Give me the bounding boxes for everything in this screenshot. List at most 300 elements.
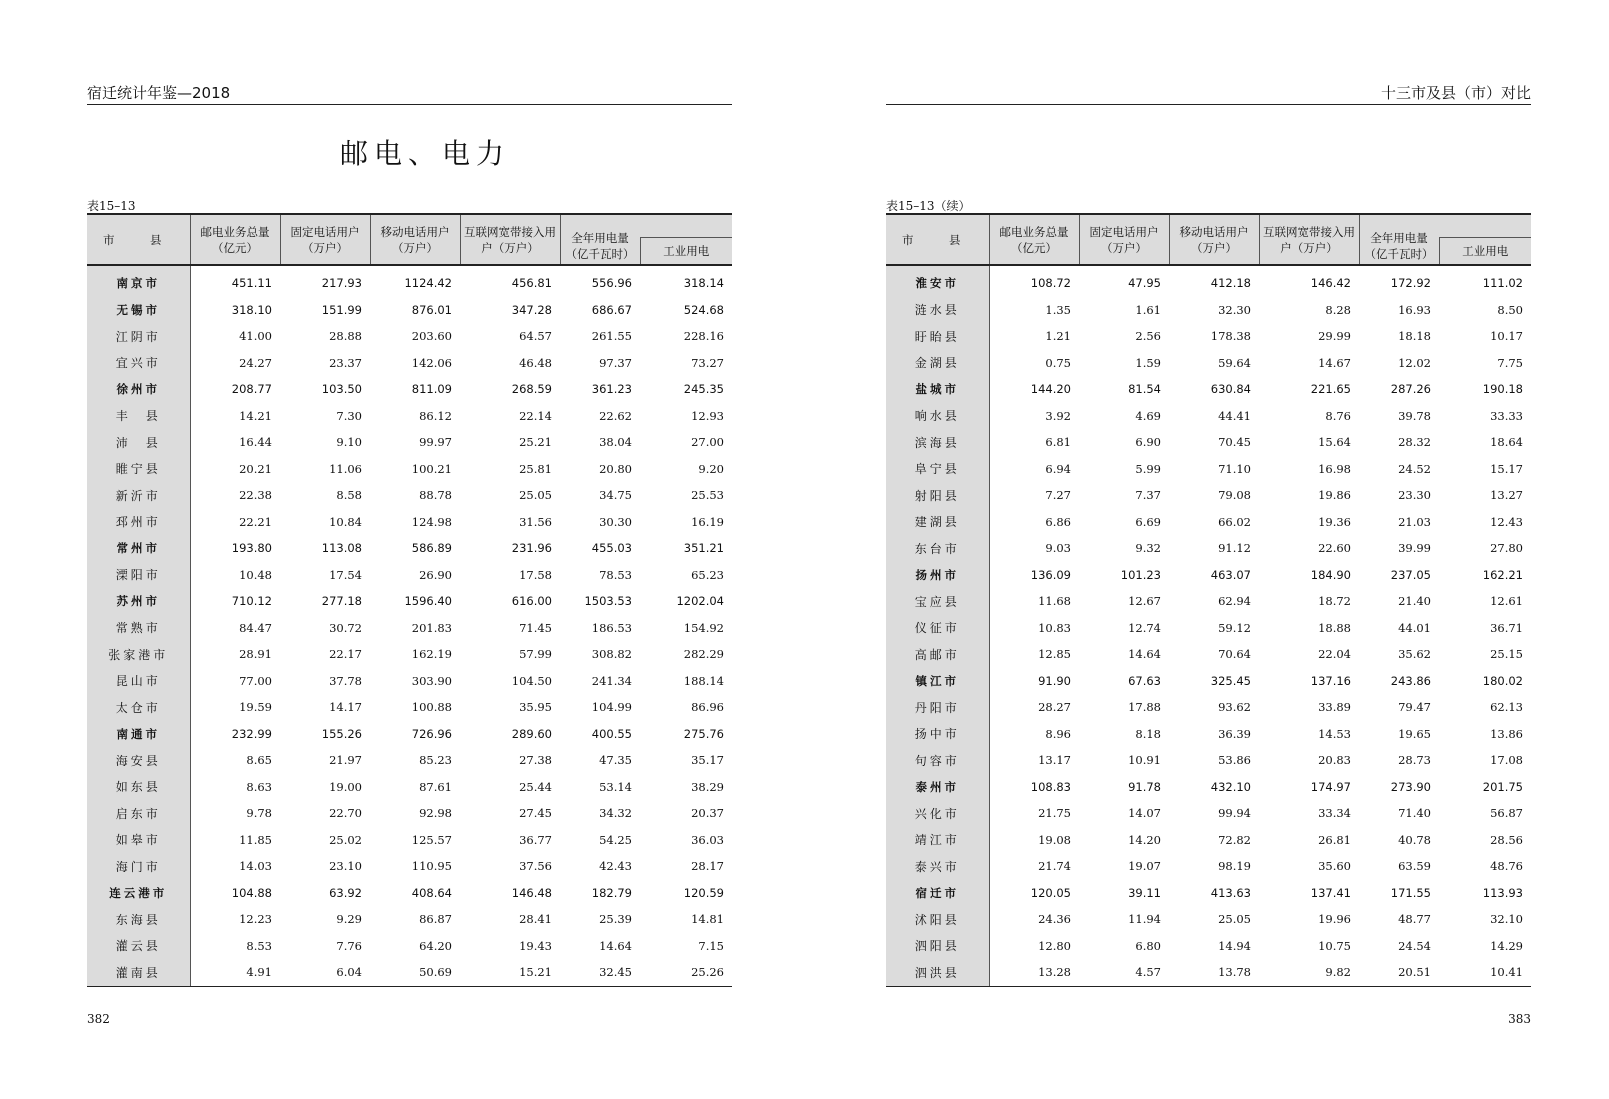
table-cell: 30.72: [329, 620, 362, 635]
table-cell: 108.83: [1030, 779, 1071, 794]
table-cell: 9.03: [1045, 541, 1071, 556]
table-cell: 1.35: [1045, 302, 1071, 317]
table-row: [87, 429, 732, 456]
table-cell: 186.53: [591, 620, 632, 635]
table-row: [886, 588, 1531, 615]
row-area-name: 新沂市: [87, 482, 190, 509]
table-cell: 65.23: [691, 567, 724, 582]
table-cell: 22.38: [239, 488, 272, 503]
table-cell: 39.78: [1398, 408, 1431, 423]
table-cell: 162.21: [1482, 567, 1523, 582]
table-cell: 19.00: [329, 779, 362, 794]
table-cell: 19.43: [519, 938, 552, 953]
table-cell: 44.01: [1398, 620, 1431, 635]
table-cell: 27.38: [519, 753, 552, 768]
table-row: [886, 297, 1531, 324]
table-cell: 162.19: [411, 647, 452, 662]
table-cell: 22.17: [329, 647, 362, 662]
table-cell: 6.69: [1135, 514, 1161, 529]
table-row: [886, 800, 1531, 827]
table-cell: 18.18: [1398, 329, 1431, 344]
table-row: [87, 403, 732, 430]
table-cell: 57.99: [519, 647, 552, 662]
table-cell: 201.83: [411, 620, 452, 635]
table-cell: 178.38: [1210, 329, 1251, 344]
table-cell: 64.57: [519, 329, 552, 344]
row-area-name: 阜宁县: [886, 456, 989, 483]
table-cell: 361.23: [591, 382, 632, 397]
table-cell: 15.21: [460, 959, 560, 986]
table-row: [87, 800, 732, 827]
table-cell: 30.30: [599, 514, 632, 529]
header-fixed-phone: 固定电话用户（万户）: [1079, 214, 1169, 265]
table-cell: 245.35: [683, 382, 724, 397]
table-cell: 9.29: [336, 912, 362, 927]
table-cell: 25.15: [1490, 647, 1523, 662]
table-cell: 108.72: [1030, 276, 1071, 291]
table-row: [886, 265, 1531, 297]
table-cell: 28.91: [239, 647, 272, 662]
table-cell: 14.03: [239, 859, 272, 874]
table-cell: 7.27: [1045, 488, 1071, 503]
table-cell: 7.37: [1135, 488, 1161, 503]
table-cell: 24.52: [1398, 461, 1431, 476]
table-row: [886, 774, 1531, 801]
table-row: [87, 456, 732, 483]
table-cell: 8.76: [1325, 408, 1351, 423]
table-cell: 25.44: [519, 779, 552, 794]
table-cell: 261.55: [591, 329, 632, 344]
table-cell: 275.76: [683, 726, 724, 741]
table-cell: 308.82: [591, 647, 632, 662]
table-cell: 2.56: [1135, 329, 1161, 344]
row-area-name: 句容市: [886, 747, 989, 774]
table-cell: 10.48: [239, 567, 272, 582]
table-cell: 180.02: [1482, 673, 1523, 688]
header-fixed-phone: 固定电话用户（万户）: [280, 214, 370, 265]
table-cell: 146.48: [511, 885, 552, 900]
table-cell: 99.94: [1218, 806, 1251, 821]
row-area-name: 宜兴市: [87, 350, 190, 377]
table-cell: 21.03: [1398, 514, 1431, 529]
row-area-name: 海安县: [87, 747, 190, 774]
table-cell: 67.63: [1128, 673, 1161, 688]
table-cell: 201.75: [1482, 779, 1523, 794]
table-cell: 17.58: [519, 567, 552, 582]
table-cell: 232.99: [231, 726, 272, 741]
table-row: [886, 880, 1531, 907]
table-cell: 400.55: [591, 726, 632, 741]
table-cell: 125.57: [411, 832, 452, 847]
row-area-name: 苏州市: [87, 588, 190, 615]
table-cell: 18.72: [1318, 594, 1351, 609]
table-cell: 47.35: [599, 753, 632, 768]
table-cell: 463.07: [1210, 567, 1251, 582]
table-cell: 586.89: [411, 541, 452, 556]
table-cell: 8.63: [246, 779, 272, 794]
header-mobile-phone: 移动电话用户（万户）: [1169, 214, 1259, 265]
table-cell: 71.10: [1218, 461, 1251, 476]
table-row: [886, 615, 1531, 642]
row-area-name: 启东市: [87, 800, 190, 827]
table-cell: 35.60: [1318, 859, 1351, 874]
table-cell: 32.45: [560, 959, 640, 986]
table-cell: 1202.04: [676, 594, 724, 609]
table-cell: 63.92: [329, 885, 362, 900]
table-row: [87, 933, 732, 960]
table-cell: 556.96: [591, 276, 632, 291]
table-cell: 136.09: [1030, 567, 1071, 582]
table-cell: 40.78: [1398, 832, 1431, 847]
table-cell: 17.08: [1490, 753, 1523, 768]
table-cell: 17.54: [329, 567, 362, 582]
table-cell: 6.86: [1045, 514, 1071, 529]
table-cell: 412.18: [1210, 276, 1251, 291]
row-area-name: 镇江市: [886, 668, 989, 695]
row-area-name: 淮安市: [886, 265, 989, 297]
table-cell: 38.29: [691, 779, 724, 794]
table-cell: 20.51: [1359, 959, 1439, 986]
table-cell: 20.37: [691, 806, 724, 821]
table-row: [87, 615, 732, 642]
header-blank: [640, 214, 732, 238]
table-cell: 726.96: [411, 726, 452, 741]
table-row: [87, 853, 732, 880]
table-cell: 86.87: [419, 912, 452, 927]
row-area-name: 如皋市: [87, 827, 190, 854]
table-cell: 92.98: [419, 806, 452, 821]
table-cell: 25.05: [519, 488, 552, 503]
table-cell: 25.81: [519, 461, 552, 476]
table-cell: 11.06: [329, 461, 362, 476]
table-row: [87, 721, 732, 748]
table-cell: 39.11: [1128, 885, 1161, 900]
table-cell: 25.05: [1218, 912, 1251, 927]
table-cell: 14.94: [1218, 938, 1251, 953]
table-cell: 268.59: [511, 382, 552, 397]
table-cell: 33.34: [1318, 806, 1351, 821]
table-cell: 85.23: [419, 753, 452, 768]
table-row: [886, 721, 1531, 748]
table-cell: 451.11: [231, 276, 272, 291]
running-head-text: 宿迁统计年鉴—2018: [87, 84, 231, 102]
table-cell: 616.00: [511, 594, 552, 609]
row-area-name: 泰州市: [886, 774, 989, 801]
table-cell: 193.80: [231, 541, 272, 556]
table-cell: 6.90: [1135, 435, 1161, 450]
table-row: [87, 747, 732, 774]
table-cell: 10.84: [329, 514, 362, 529]
table-cell: 14.81: [691, 912, 724, 927]
table-cell: 63.59: [1398, 859, 1431, 874]
table-cell: 21.97: [329, 753, 362, 768]
table-cell: 35.62: [1398, 647, 1431, 662]
table-cell: 14.64: [1128, 647, 1161, 662]
table-cell: 66.02: [1218, 514, 1251, 529]
table-cell: 53.86: [1218, 753, 1251, 768]
row-area-name: 无锡市: [87, 297, 190, 324]
table-cell: 172.92: [1390, 276, 1431, 291]
table-row: [87, 535, 732, 562]
table-cell: 10.17: [1490, 329, 1523, 344]
table-row: [87, 827, 732, 854]
table-cell: 876.01: [411, 302, 452, 317]
table-cell: 22.70: [329, 806, 362, 821]
row-area-name: 泗阳县: [886, 933, 989, 960]
table-cell: 154.92: [683, 620, 724, 635]
table-cell: 120.05: [1030, 885, 1071, 900]
table-row: [87, 668, 732, 695]
table-cell: 25.21: [519, 435, 552, 450]
table-row: [886, 376, 1531, 403]
statistics-table-continued: [886, 213, 1531, 987]
header-power-total: 全年用电量（亿千瓦时）: [560, 214, 640, 265]
table-row: [886, 853, 1531, 880]
row-area-name: 宝应县: [886, 588, 989, 615]
row-area-name: 泰兴市: [886, 853, 989, 880]
table-cell: 237.05: [1390, 567, 1431, 582]
table-cell: 59.12: [1218, 620, 1251, 635]
table-cell: 37.78: [329, 673, 362, 688]
table-cell: 100.88: [411, 700, 452, 715]
header-industrial-power: 工业用电: [1439, 238, 1531, 266]
table-cell: 86.96: [691, 700, 724, 715]
table-cell: 111.02: [1482, 276, 1523, 291]
table-cell: 12.02: [1398, 355, 1431, 370]
table-cell: 9.82: [1259, 959, 1359, 986]
table-cell: 318.14: [683, 276, 724, 291]
table-cell: 14.21: [239, 408, 272, 423]
table-cell: 88.78: [419, 488, 452, 503]
row-area-name: 邳州市: [87, 509, 190, 536]
table-cell: 91.90: [1038, 673, 1071, 688]
running-head-text: 十三市及县（市）对比: [1380, 84, 1531, 102]
table-cell: 113.08: [321, 541, 362, 556]
row-area-name: 太仓市: [87, 694, 190, 721]
table-cell: 1124.42: [404, 276, 452, 291]
table-cell: 23.37: [329, 355, 362, 370]
table-cell: 318.10: [231, 302, 272, 317]
table-cell: 208.77: [231, 382, 272, 397]
table-cell: 10.75: [1318, 938, 1351, 953]
table-cell: 14.17: [329, 700, 362, 715]
row-area-name: 连云港市: [87, 880, 190, 907]
table-cell: 91.12: [1218, 541, 1251, 556]
table-cell: 11.85: [239, 832, 272, 847]
table-cell: 8.96: [1045, 726, 1071, 741]
table-cell: 25.02: [329, 832, 362, 847]
table-cell: 104.99: [591, 700, 632, 715]
header-area: 市 县: [886, 214, 989, 265]
table-cell: 21.40: [1398, 594, 1431, 609]
table-cell: 455.03: [591, 541, 632, 556]
row-area-name: 溧阳市: [87, 562, 190, 589]
table-cell: 22.04: [1318, 647, 1351, 662]
table-cell: 36.39: [1218, 726, 1251, 741]
table-label: 表15–13: [87, 199, 136, 213]
table-cell: 15.17: [1490, 461, 1523, 476]
table-cell: 56.87: [1490, 806, 1523, 821]
table-row: [886, 562, 1531, 589]
row-area-name: 仪征市: [886, 615, 989, 642]
running-head: [886, 84, 1531, 105]
table-cell: 93.62: [1218, 700, 1251, 715]
table-cell: 28.73: [1398, 753, 1431, 768]
table-cell: 71.45: [519, 620, 552, 635]
table-cell: 27.45: [519, 806, 552, 821]
row-area-name: 南京市: [87, 265, 190, 297]
table-cell: 38.04: [599, 435, 632, 450]
table-cell: 70.45: [1218, 435, 1251, 450]
table-cell: 7.75: [1497, 355, 1523, 370]
table-cell: 408.64: [411, 885, 452, 900]
table-cell: 190.18: [1482, 382, 1523, 397]
table-cell: 33.89: [1318, 700, 1351, 715]
table-cell: 7.76: [336, 938, 362, 953]
table-body: [886, 265, 1531, 986]
table-cell: 14.67: [1318, 355, 1351, 370]
row-area-name: 东台市: [886, 535, 989, 562]
table-cell: 21.74: [1038, 859, 1071, 874]
table-cell: 26.81: [1318, 832, 1351, 847]
row-area-name: 扬州市: [886, 562, 989, 589]
table-cell: 142.06: [411, 355, 452, 370]
table-cell: 25.53: [691, 488, 724, 503]
table-row: [886, 668, 1531, 695]
table-row: [886, 535, 1531, 562]
table-cell: 0.75: [1045, 355, 1071, 370]
table-cell: 64.20: [419, 938, 452, 953]
table-cell: 16.93: [1398, 302, 1431, 317]
row-area-name: 扬中市: [886, 721, 989, 748]
table-cell: 184.90: [1310, 567, 1351, 582]
table-cell: 217.93: [321, 276, 362, 291]
table-cell: 23.10: [329, 859, 362, 874]
table-cell: 243.86: [1390, 673, 1431, 688]
table-cell: 811.09: [411, 382, 452, 397]
table-cell: 686.67: [591, 302, 632, 317]
table-cell: 1503.53: [584, 594, 632, 609]
header-postal-total: 邮电业务总量（亿元）: [989, 214, 1079, 265]
table-cell: 137.41: [1310, 885, 1351, 900]
table-cell: 41.00: [239, 329, 272, 344]
table-cell: 151.99: [321, 302, 362, 317]
table-cell: 99.97: [419, 435, 452, 450]
table-cell: 155.26: [321, 726, 362, 741]
table-row: [886, 509, 1531, 536]
table-cell: 14.29: [1490, 938, 1523, 953]
table-cell: 19.08: [1038, 832, 1071, 847]
table-cell: 104.50: [511, 673, 552, 688]
header-broadband: 互联网宽带接入用户（万户）: [460, 214, 560, 265]
table-row: [87, 641, 732, 668]
table-cell: 144.20: [1030, 382, 1071, 397]
table-cell: 182.79: [591, 885, 632, 900]
table-cell: 48.77: [1398, 912, 1431, 927]
header-broadband: 互联网宽带接入用户（万户）: [1259, 214, 1359, 265]
left-page: [87, 0, 732, 1099]
table-cell: 70.64: [1218, 647, 1251, 662]
row-area-name: 泗洪县: [886, 959, 989, 986]
table-cell: 34.75: [599, 488, 632, 503]
table-cell: 72.82: [1218, 832, 1251, 847]
table-cell: 50.69: [370, 959, 460, 986]
table-cell: 13.27: [1490, 488, 1523, 503]
table-cell: 13.78: [1169, 959, 1259, 986]
table-cell: 46.48: [519, 355, 552, 370]
table-cell: 18.64: [1490, 435, 1523, 450]
table-cell: 91.78: [1128, 779, 1161, 794]
table-cell: 12.23: [239, 912, 272, 927]
row-area-name: 高邮市: [886, 641, 989, 668]
table-cell: 9.20: [698, 461, 724, 476]
table-cell: 20.83: [1318, 753, 1351, 768]
table-cell: 20.21: [239, 461, 272, 476]
table-cell: 11.94: [1128, 912, 1161, 927]
table-cell: 34.32: [599, 806, 632, 821]
table-cell: 84.47: [239, 620, 272, 635]
row-area-name: 宿迁市: [886, 880, 989, 907]
row-area-name: 金湖县: [886, 350, 989, 377]
table-cell: 32.10: [1490, 912, 1523, 927]
table-cell: 35.95: [519, 700, 552, 715]
row-area-name: 滨海县: [886, 429, 989, 456]
table-cell: 12.61: [1490, 594, 1523, 609]
row-area-name: 南通市: [87, 721, 190, 748]
table-cell: 19.65: [1398, 726, 1431, 741]
row-area-name: 丰 县: [87, 403, 190, 430]
table-cell: 14.20: [1128, 832, 1161, 847]
table-cell: 110.95: [411, 859, 452, 874]
table-cell: 48.76: [1490, 859, 1523, 874]
running-head: [87, 84, 732, 105]
table-cell: 62.13: [1490, 700, 1523, 715]
table-cell: 19.36: [1318, 514, 1351, 529]
row-area-name: 丹阳市: [886, 694, 989, 721]
table-row: [87, 588, 732, 615]
table-cell: 273.90: [1390, 779, 1431, 794]
table-cell: 81.54: [1128, 382, 1161, 397]
table-cell: 124.98: [411, 514, 452, 529]
table-row: [886, 694, 1531, 721]
table-row: [87, 694, 732, 721]
table-cell: 9.78: [246, 806, 272, 821]
table-cell: 28.17: [691, 859, 724, 874]
table-cell: 8.28: [1325, 302, 1351, 317]
table-cell: 28.27: [1038, 700, 1071, 715]
table-cell: 78.53: [599, 567, 632, 582]
table-cell: 9.32: [1135, 541, 1161, 556]
table-cell: 19.96: [1318, 912, 1351, 927]
table-row: [886, 933, 1531, 960]
table-cell: 188.14: [683, 673, 724, 688]
page-number: 382: [87, 1012, 110, 1026]
table-row: [886, 906, 1531, 933]
table-cell: 221.65: [1310, 382, 1351, 397]
table-row: [87, 297, 732, 324]
table-cell: 59.64: [1218, 355, 1251, 370]
header-blank: [1439, 214, 1531, 238]
table-row: [886, 827, 1531, 854]
table-cell: 28.41: [519, 912, 552, 927]
table-cell: 4.69: [1135, 408, 1161, 423]
row-area-name: 常州市: [87, 535, 190, 562]
row-area-name: 东海县: [87, 906, 190, 933]
table-cell: 456.81: [511, 276, 552, 291]
table-cell: 97.37: [599, 355, 632, 370]
row-area-name: 涟水县: [886, 297, 989, 324]
table-cell: 18.88: [1318, 620, 1351, 635]
